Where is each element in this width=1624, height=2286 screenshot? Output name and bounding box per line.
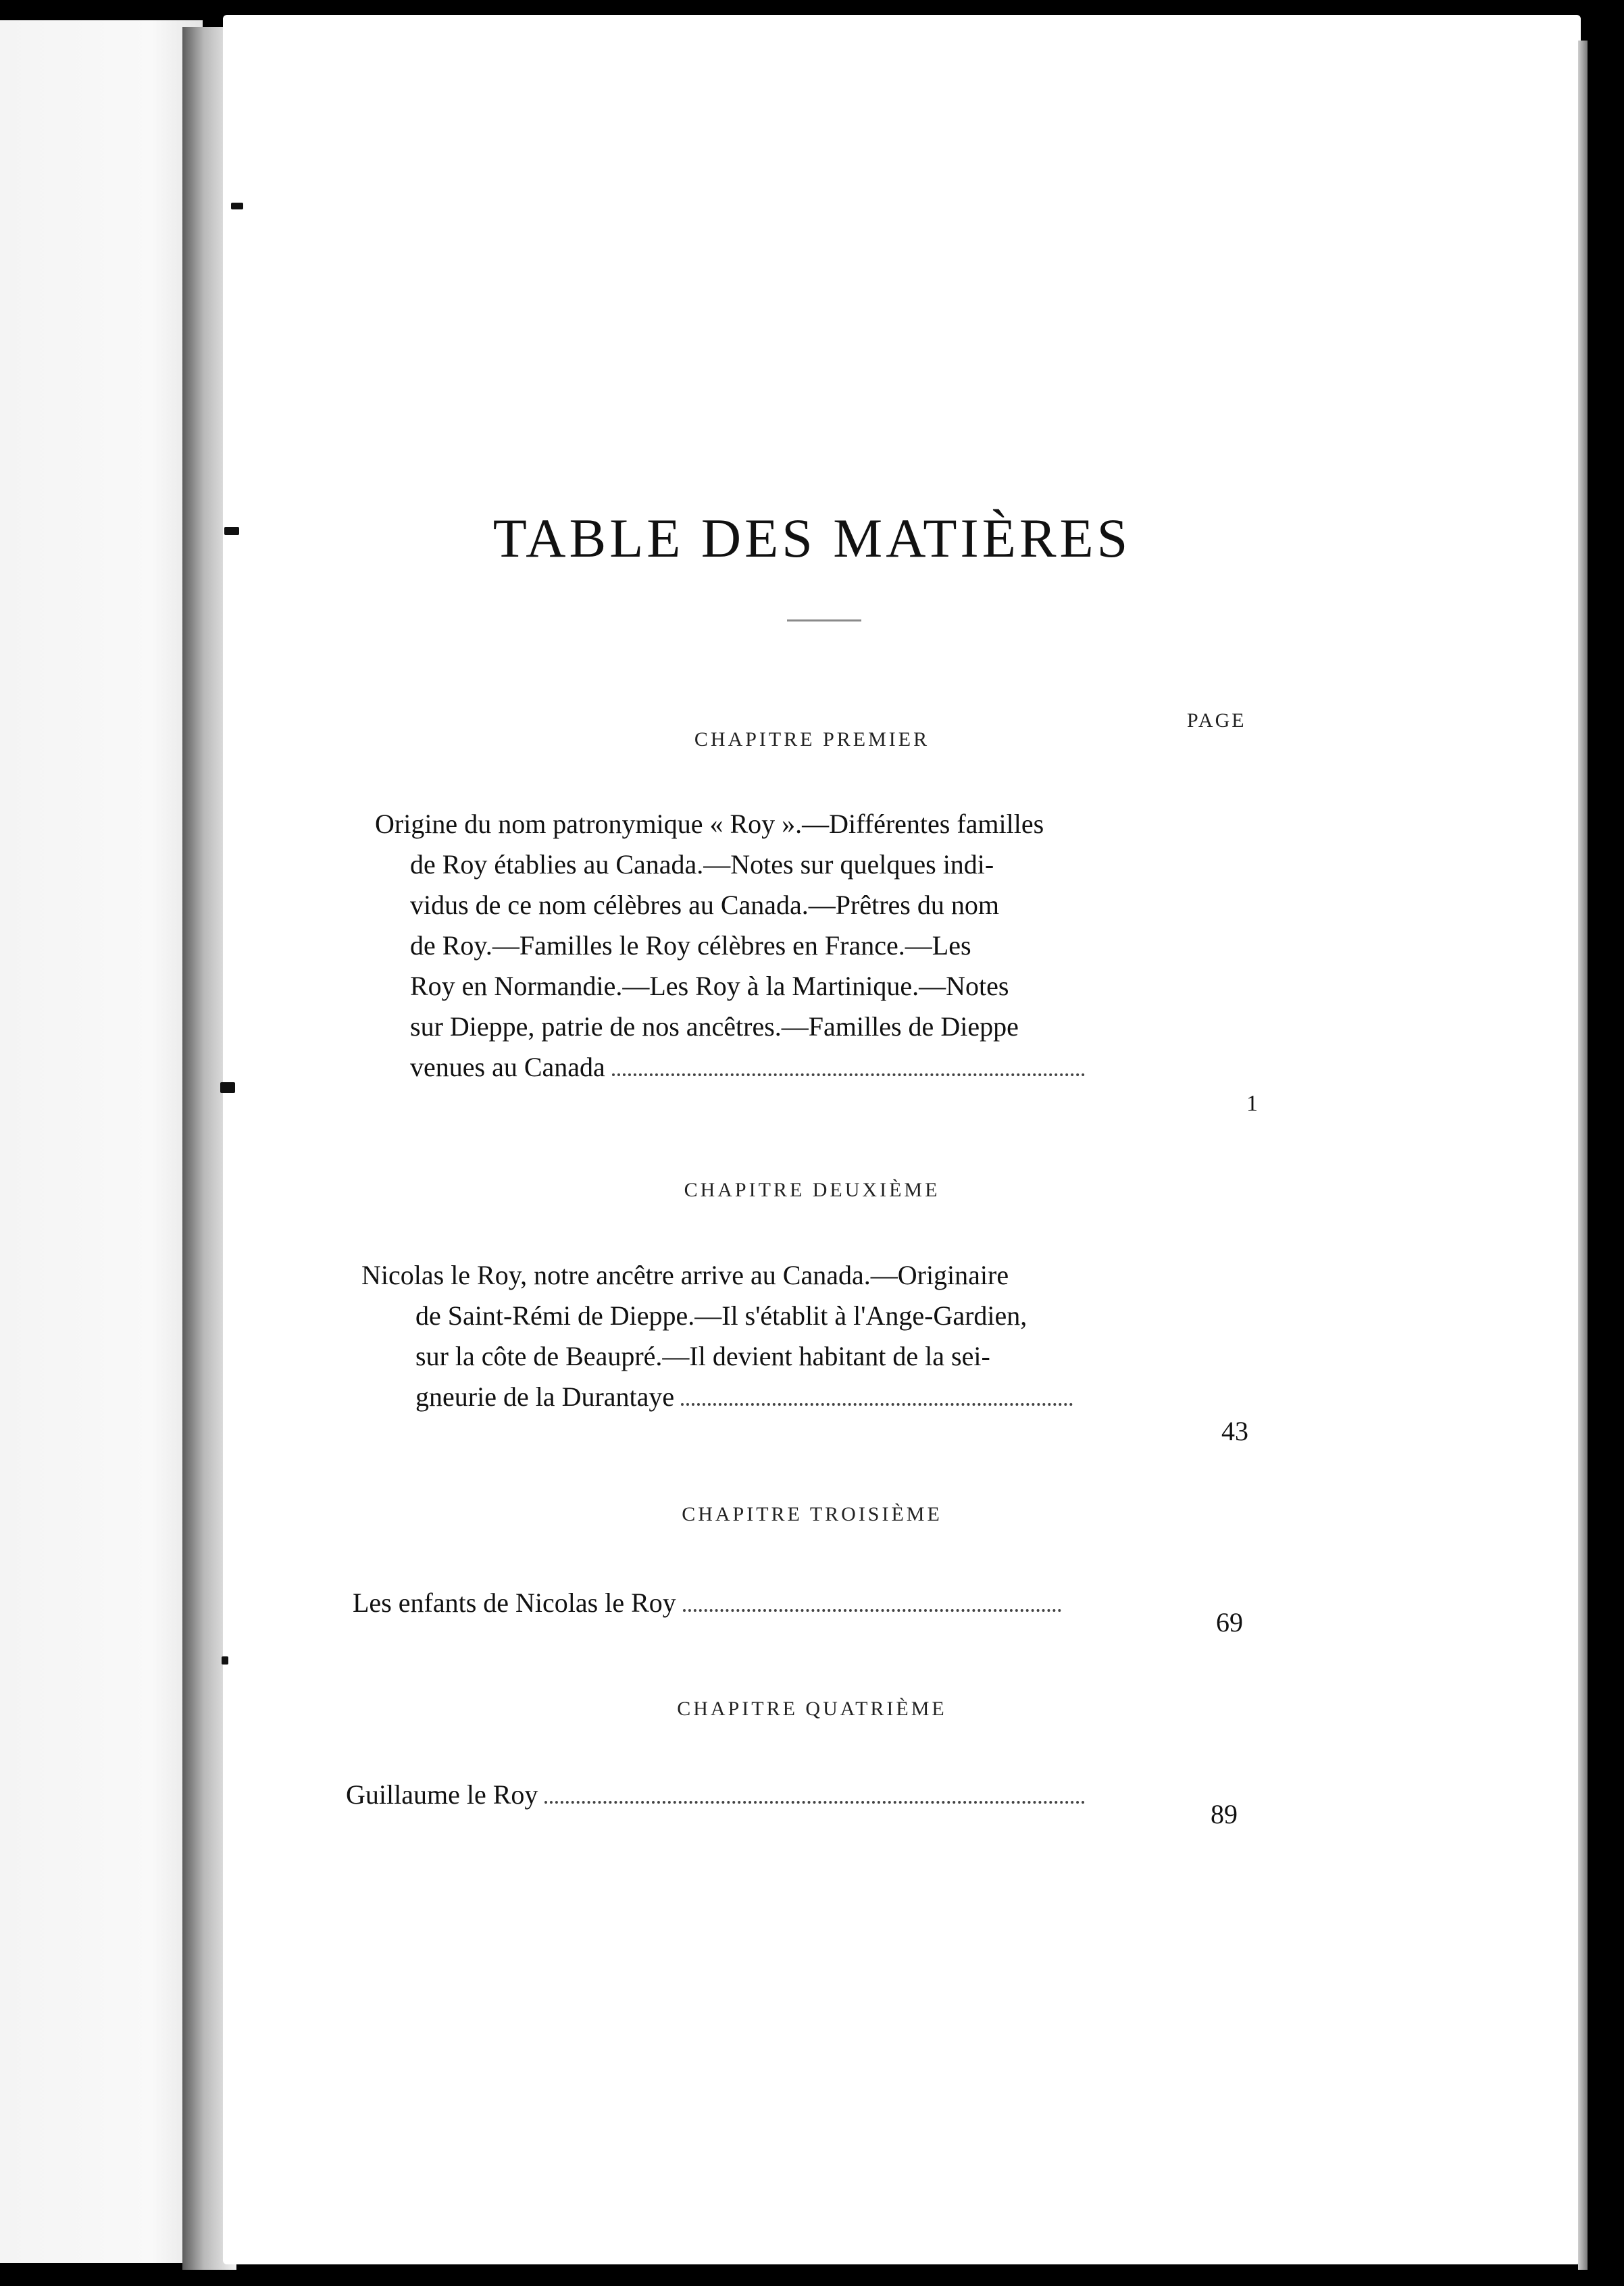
page-edge-shadow — [1578, 41, 1588, 2270]
dot-leader — [612, 1067, 1085, 1076]
dot-leader — [681, 1396, 1073, 1406]
entry-line-text: gneurie de la Durantaye — [415, 1381, 675, 1412]
toc-entry — [361, 1255, 1159, 1417]
entry-line: sur la côte de Beaupré.—Il devient habitant de la sei- — [415, 1341, 990, 1371]
toc-entry — [346, 1775, 1157, 1815]
entry-line: Origine du nom patronymique « Roy ».—Différentes familles — [375, 809, 1044, 839]
entry-line-text: Les enfants de Nicolas le Roy — [353, 1587, 676, 1618]
page-number: 1 — [1246, 1091, 1258, 1116]
scanned-page — [223, 15, 1581, 2264]
entry-line-text: venues au Canada — [410, 1052, 605, 1082]
chapter-heading: CHAPITRE TROISIÈME — [682, 1503, 942, 1525]
page-title: TABLE DES MATIÈRES — [492, 507, 1132, 569]
entry-line-last — [361, 1377, 1159, 1417]
page-number: 43 — [1221, 1416, 1248, 1446]
entry-line: de Saint-Rémi de Dieppe.—Il s'établit à l'Ange-Gardien, — [415, 1300, 1027, 1331]
dot-leader — [683, 1602, 1061, 1612]
entry-line: de Roy.—Familles le Roy célèbres en France.—Les — [410, 930, 971, 961]
scan-mark — [222, 1656, 228, 1665]
scan-mark — [220, 1082, 235, 1093]
entry-line-last — [353, 1583, 1157, 1623]
dot-leader — [544, 1794, 1085, 1804]
page-number: 69 — [1216, 1607, 1243, 1637]
toc-entry — [375, 804, 1159, 1088]
entry-line-last — [375, 1047, 1159, 1088]
chapter-heading: CHAPITRE QUATRIÈME — [677, 1698, 947, 1720]
scan-mark — [231, 203, 243, 209]
title-rule — [787, 619, 861, 621]
page-number: 89 — [1211, 1799, 1238, 1829]
entry-line: sur Dieppe, patrie de nos ancêtres.—Familles de Dieppe — [410, 1011, 1019, 1042]
entry-line-last — [346, 1775, 1157, 1815]
page-column-label: PAGE — [1187, 709, 1246, 732]
chapter-heading: CHAPITRE DEUXIÈME — [684, 1179, 940, 1201]
entry-line: vidus de ce nom célèbres au Canada.—Prêtres du nom — [410, 890, 999, 920]
entry-line: Nicolas le Roy, notre ancêtre arrive au Canada.—Originaire — [361, 1260, 1009, 1290]
entry-line: Roy en Normandie.—Les Roy à la Martinique.—Notes — [410, 971, 1009, 1001]
chapter-heading: CHAPITRE PREMIER — [694, 728, 930, 751]
facing-page-edge — [0, 20, 203, 2263]
entry-line-text: Guillaume le Roy — [346, 1779, 538, 1810]
toc-entry — [353, 1583, 1157, 1623]
entry-line: de Roy établies au Canada.—Notes sur quelques indi- — [410, 849, 994, 880]
